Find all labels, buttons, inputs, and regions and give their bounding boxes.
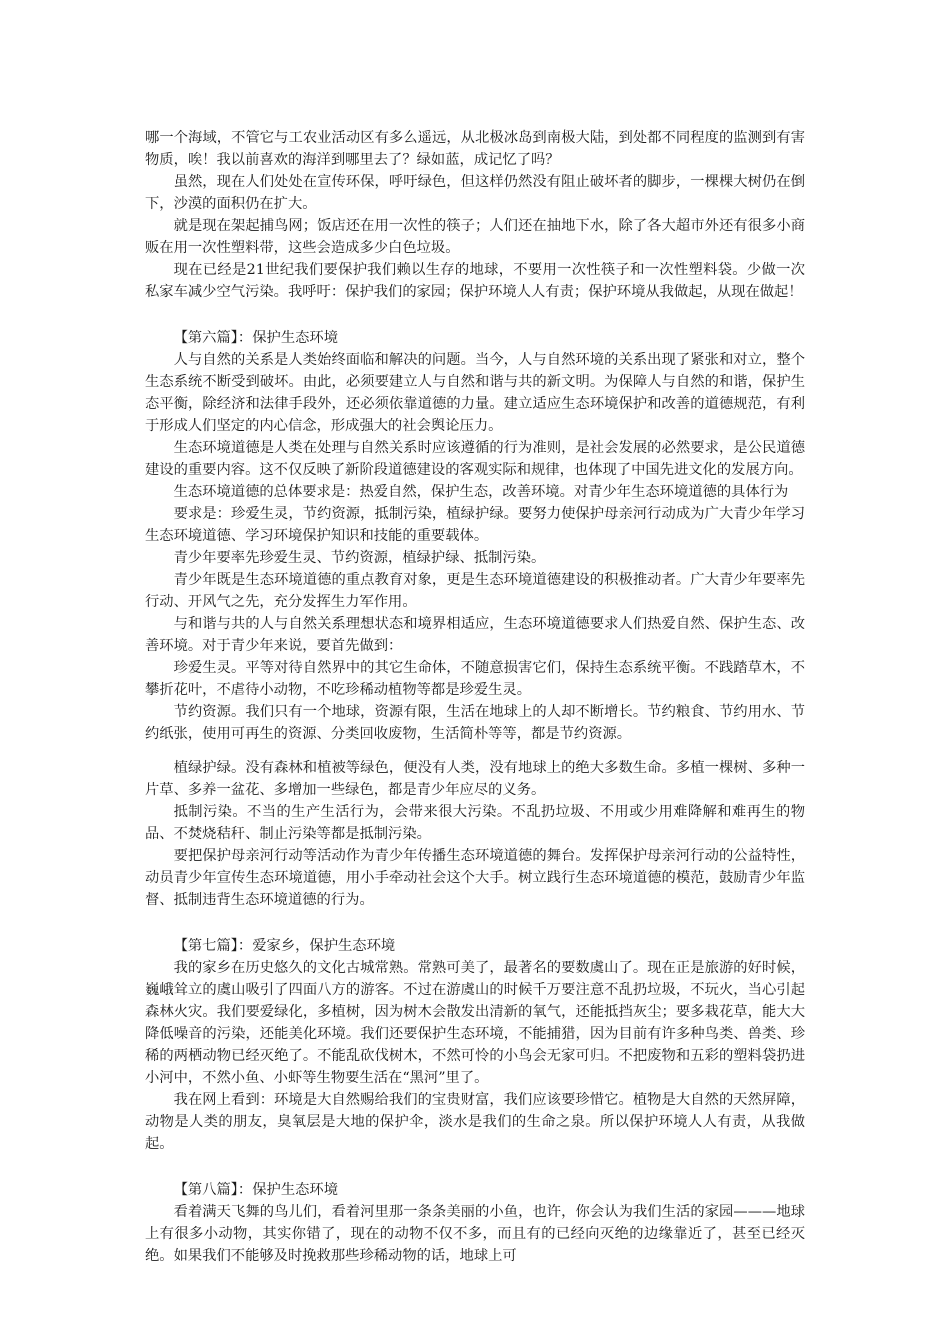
- paragraph-green: 植绿护绿。没有森林和植被等绿色，便没有人类，没有地球上的绝大多数生命。多植一棵树、多种一片草、多养一盆花、多增加一些绿色，都是青少年应尽的义务。: [145, 760, 805, 798]
- paragraph-save-resources: 节约资源。我们只有一个地球，资源有限，生活在地球上的人却不断增长。节约粮食、节约用水、节约纸张，使用可再生的资源、分类回收废物，生活简朴等等，都是节约资源。: [145, 704, 805, 742]
- paragraph-mother-river: 要把保护母亲河行动等活动作为青少年传播生态环境道德的舞台。发挥保护母亲河行动的公益特性，动员青少年宣传生态环境道德，用小手牵动社会这个大手。树立践行生态环境道德的模范，鼓励青少年监督、抵制违背生态环境道德的行为。: [145, 848, 805, 908]
- paragraph-appeal: 现在已经是21世纪我们要保护我们赖以生存的地球，不要用一次性筷子和一次性塑料袋。少做一次私家车减少空气污染。我呼吁：保护我们的家园；保护环境人人有责；保护环境从我做起，从现在做起！: [145, 262, 805, 300]
- heading-part-8: 【第八篇】：保护生态环境: [173, 1182, 339, 1198]
- section-gap: [145, 303, 805, 327]
- paragraph-requirements-detail: 要求是：珍爱生灵，节约资源，抵制污染，植绿护绿。要努力使保护母亲河行动成为广大青少年学习生态环境道德、学习环境保护知识和技能的重要载体。: [145, 506, 805, 544]
- heading-part-6: 【第六篇】：保护生态环境: [173, 330, 339, 346]
- paragraph-plastic: 就是现在架起捕鸟网；饭店还在用一次性的筷子；人们还在抽地下水，除了各大超市外还有很多小商贩在用一次性塑料带，这些会造成多少白色垃圾。: [145, 218, 805, 256]
- paragraph-harmony: 与和谐与共的人与自然关系理想状态和境界相适应，生态环境道德要求人们热爱自然、保护生态、改善环境。对于青少年来说，要首先做到：: [145, 616, 805, 654]
- paragraph-relationship: 人与自然的关系是人类始终面临和解决的问题。当今，人与自然环境的关系出现了紧张和对立，整个生态系统不断受到破坏。由此，必须要建立人与自然和谐与共的新文明。为保障人与自然的和谐，保护生态平衡，除经济和法律手段外，还必须依靠道德的力量。建立适应生态环境保护和改善的道德规范，有利于形成人们坚定的内心信念，形成强大的社会舆论压力。: [145, 352, 805, 434]
- paragraph-ethics: 生态环境道德是人类在处理与自然关系时应该遵循的行为准则，是社会发展的必然要求，是公民道德建设的重要内容。这不仅反映了新阶段道德建设的客观实际和规律，也体现了中国先进文化的发展方向。: [145, 440, 805, 478]
- paragraph-online: 我在网上看到：环境是大自然赐给我们的宝贵财富，我们应该要珍惜它。植物是大自然的天然屏障，动物是人类的朋友，臭氧层是大地的保护伞，淡水是我们的生命之泉。所以保护环境人人有责，从我做起。: [145, 1092, 805, 1152]
- paragraph-hometown: 我的家乡在历史悠久的文化古城常熟。常熟可美了，最著名的要数虞山了。现在正是旅游的好时候，巍峨耸立的虞山吸引了四面八方的游客。不过在游虞山的时候千万要注意不乱扔垃圾，不玩火，当心引起森林火灾。我们要爱绿化，多植树，因为树木会散发出清新的氧气，还能抵挡灰尘；要多栽花草，能大大降低噪音的污染，还能美化环境。我们还要保护生态环境，不能捕猎，因为目前有许多种鸟类、兽类、珍稀的两栖动物已经灭绝了。不能乱砍伐树木，不然可怜的小鸟会无家可归。不把废物和五彩的塑料袋扔进小河中，不然小鱼、小虾等生物要生活在“黑河”里了。: [145, 960, 805, 1086]
- paragraph-gap: [145, 745, 805, 757]
- paragraph-cherish-life: 珍爱生灵。平等对待自然界中的其它生命体，不随意损害它们，保持生态系统平衡。不践踏草木，不攀折花叶，不虐待小动物，不吃珍稀动植物等都是珍爱生灵。: [145, 660, 805, 698]
- heading-part-7: 【第七篇】：爱家乡，保护生态环境: [173, 938, 396, 954]
- section-gap: [145, 911, 805, 935]
- paragraph-youth-role: 青少年既是生态环境道德的重点教育对象，更是生态环境道德建设的积极推动者。广大青少年要率先行动、开风气之先，充分发挥生力军作用。: [145, 572, 805, 610]
- paragraph-youth-lead: 青少年要率先珍爱生灵、节约资源，植绿护绿、抵制污染。: [173, 550, 546, 566]
- paragraph-trees: 虽然，现在人们处处在宣传环保，呼吁绿色，但这样仍然没有阻止破坏者的脚步，一棵棵大树仍在倒下，沙漠的面积仍在扩大。: [145, 174, 805, 212]
- document-body: [145, 127, 805, 1267]
- paragraph-ocean: 哪一个海域，不管它与工农业活动区有多么遥远，从北极冰岛到南极大陆，到处都不同程度的监测到有害物质，唉！我以前喜欢的海洋到哪里去了？绿如蓝，成记忆了吗？: [145, 130, 805, 168]
- paragraph-pollution: 抵制污染。不当的生产生活行为，会带来很大污染。不乱扔垃圾、不用或少用难降解和难再生的物品、不焚烧秸秆、制止污染等都是抵制污染。: [145, 804, 805, 842]
- paragraph-animals: 看着满天飞舞的鸟儿们，看着河里那一条条美丽的小鱼，也许，你会认为我们生活的家园———地球上有很多小动物，其实你错了，现在的动物不仅不多，而且有的已经向灭绝的边缘靠近了，甚至已经灭绝。如果我们不能够及时挽救那些珍稀动物的话，地球上可: [145, 1204, 805, 1264]
- paragraph-requirements: 生态环境道德的总体要求是：热爱自然，保护生态，改善环境。对青少年生态环境道德的具体行为: [173, 484, 789, 500]
- section-gap: [145, 1155, 805, 1179]
